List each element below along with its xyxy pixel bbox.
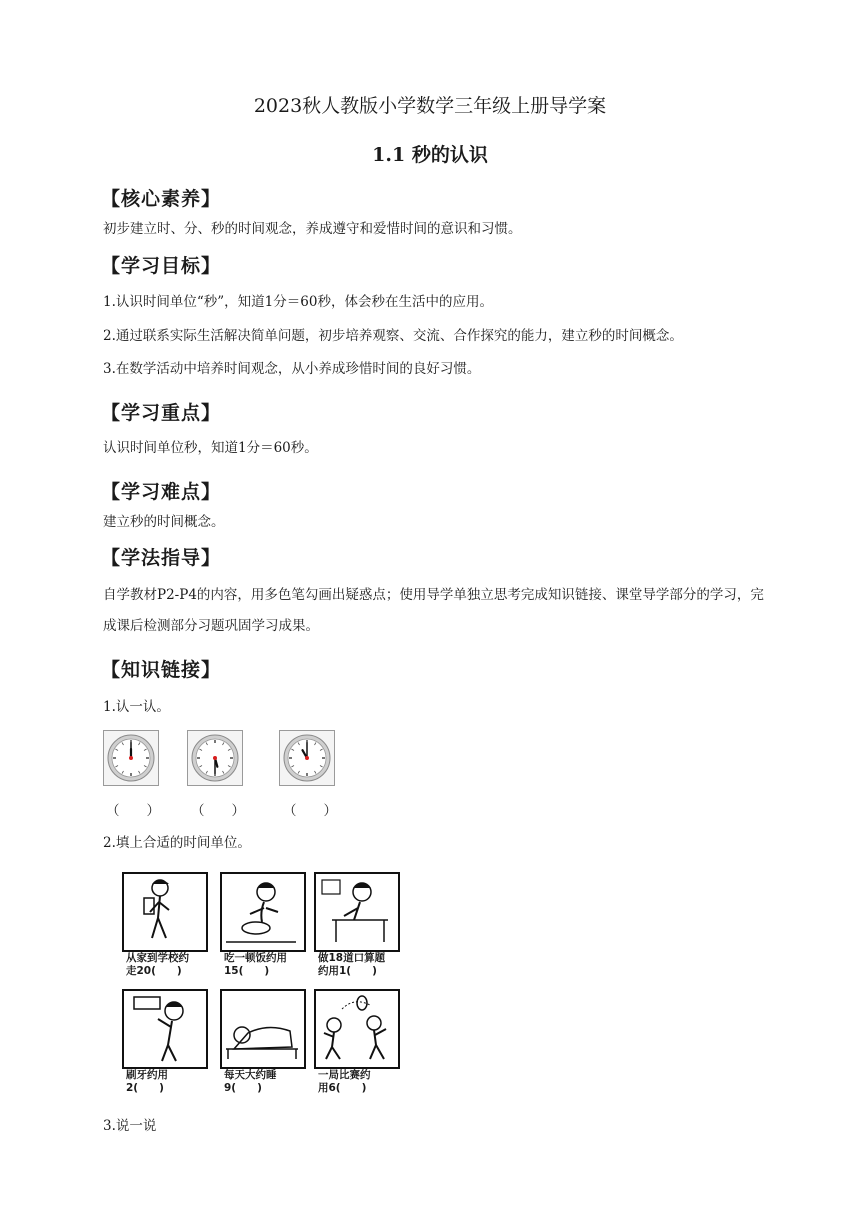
clock-center	[129, 756, 133, 760]
picture-card-match	[314, 989, 398, 1099]
card-caption: 每天大约睡 9( )	[224, 1069, 277, 1094]
card-caption: 吃一顿饭约用 15( )	[224, 952, 287, 977]
clock-face-icon	[280, 731, 334, 785]
document-title: 2023秋人教版小学数学三年级上册导学案	[253, 95, 607, 117]
clock-face-icon	[104, 731, 158, 785]
question-3: 3.说一说	[103, 1118, 157, 1134]
study-method-text: 自学教材P2-P4的内容，用多色笔勾画出疑惑点；使用导学单独立思考完成知识链接、课堂导学部分的学习，完成课后检测部分习题巩固学习成果。	[103, 587, 764, 634]
picture-card-mental-math	[314, 872, 398, 982]
heading-learning-goals: 【学习目标】	[101, 255, 222, 277]
key-points-text: 认识时间单位秒，知道1分＝60秒。	[103, 440, 318, 456]
picture-card-brush-teeth	[122, 989, 206, 1099]
boy-studying-illustration	[314, 872, 396, 948]
clock-face-icon	[188, 731, 242, 785]
heading-study-method: 【学法指导】	[101, 547, 222, 569]
picture-card-walk-to-school	[122, 872, 206, 982]
answer-blank: （ ）	[191, 803, 245, 819]
heading-core-literacy: 【核心素养】	[101, 188, 222, 210]
goal-item-1: 1.认识时间单位“秒”，知道1分＝60秒，体会秒在生活中的应用。	[103, 294, 493, 310]
question-2: 2.填上合适的时间单位。	[103, 835, 251, 851]
picture-card-sleep	[220, 989, 304, 1099]
question-1: 1.认一认。	[103, 699, 170, 715]
boy-brushing-teeth-illustration	[122, 989, 204, 1065]
core-literacy-text: 初步建立时、分、秒的时间观念，养成遵守和爱惜时间的意识和习惯。	[103, 221, 522, 237]
clock-center	[305, 756, 309, 760]
answer-blank: （ ）	[283, 803, 337, 819]
answer-blank: （ ）	[106, 803, 160, 819]
card-caption: 做18道口算题 约用1( )	[318, 952, 386, 977]
section-title: 1.1 秒的认识	[372, 144, 488, 166]
heading-difficulty: 【学习难点】	[101, 481, 222, 503]
goal-item-3: 3.在数学活动中培养时间观念，从小养成珍惜时间的良好习惯。	[103, 361, 481, 377]
goal-item-2: 2.通过联系实际生活解决简单问题，初步培养观察、交流、合作探究的能力，建立秒的时间概念。	[103, 328, 683, 344]
picture-card-eat-meal	[220, 872, 304, 982]
clock-center	[213, 756, 217, 760]
heading-knowledge-link: 【知识链接】	[101, 659, 222, 681]
card-caption: 刷牙约用 2( )	[126, 1069, 168, 1094]
boy-eating-illustration	[220, 872, 302, 948]
heading-key-points: 【学习重点】	[101, 402, 222, 424]
badminton-match-illustration	[314, 989, 396, 1065]
difficulty-text: 建立秒的时间概念。	[103, 514, 225, 530]
card-caption: 一局比赛约 用6( )	[318, 1069, 371, 1094]
clock-image	[103, 730, 159, 786]
clock-image	[279, 730, 335, 786]
boy-walking-illustration	[122, 872, 204, 948]
clock-image	[187, 730, 243, 786]
card-caption: 从家到学校约 走20( )	[126, 952, 189, 977]
boy-sleeping-illustration	[220, 989, 302, 1065]
